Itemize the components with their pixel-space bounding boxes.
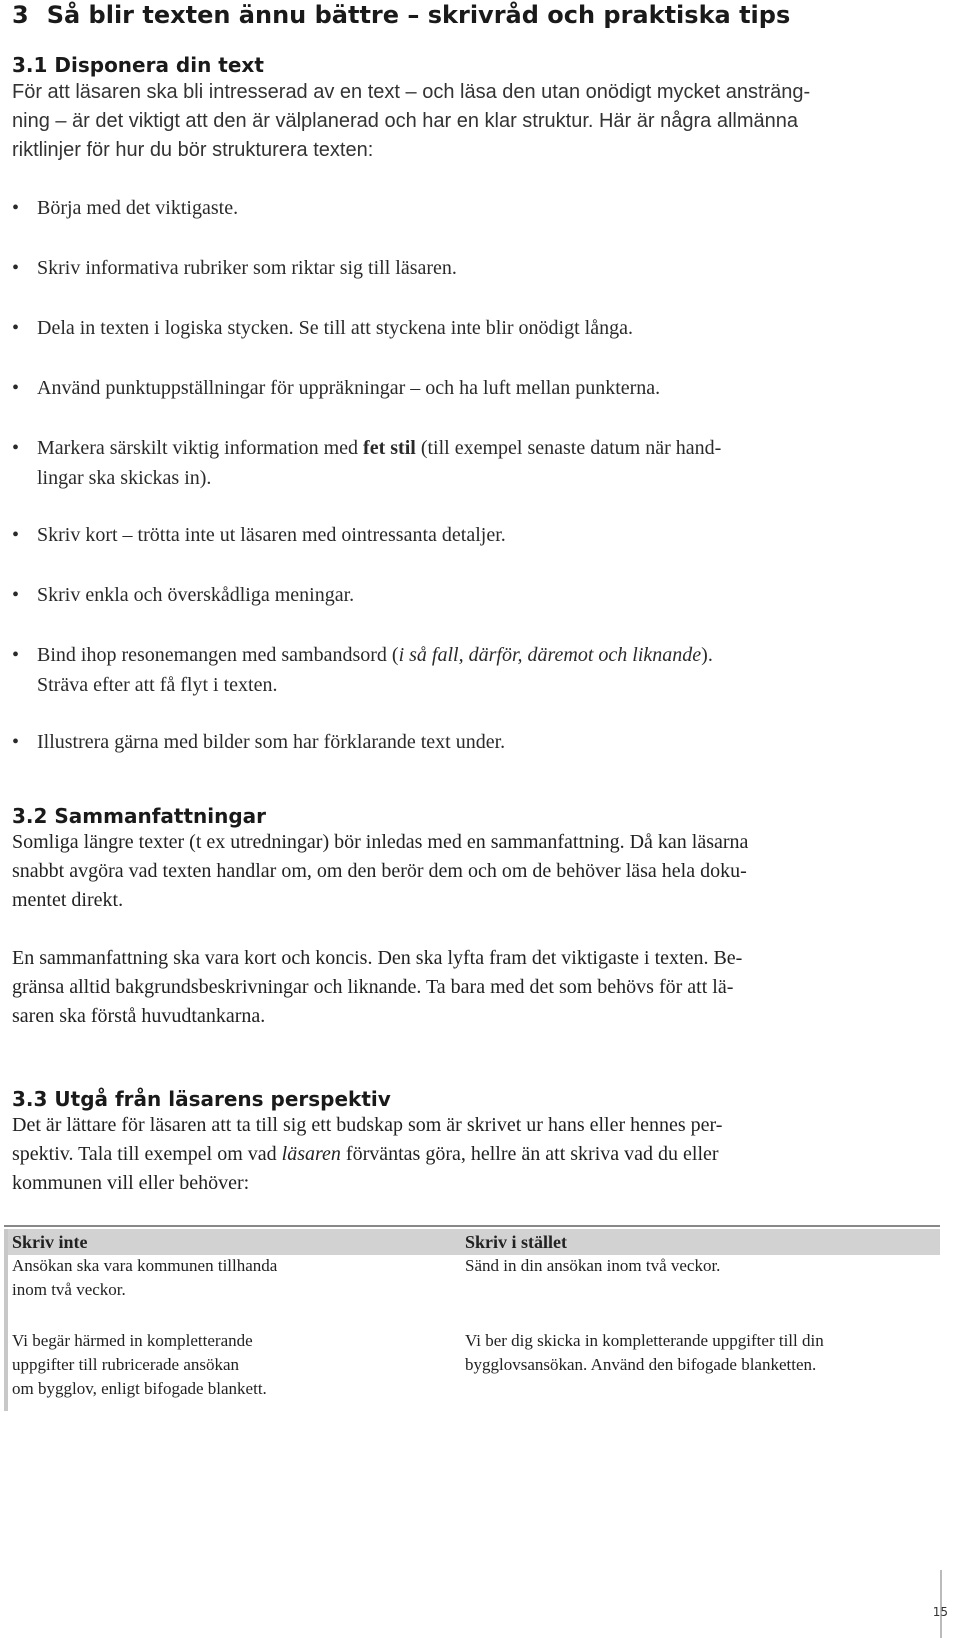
- list-item: • Illustrera gärna med bilder som har förklarande text under.: [12, 727, 912, 757]
- chapter-number: 3: [12, 1, 29, 29]
- bullet-icon: •: [12, 437, 20, 459]
- intro-line-3: riktlinjer för hur du bör strukturera texten:: [12, 139, 374, 161]
- list-item: • Markera särskilt viktig information med fet stil (till exempel senaste datum när hand- lingar ska skickas in).: [12, 433, 912, 493]
- bullet-icon: •: [12, 317, 20, 339]
- table-top-rule: [4, 1225, 940, 1227]
- italic-example: i så fall, därför, däremot och liknande: [398, 644, 702, 666]
- table-cell-do-2: Vi ber dig skicka in kompletterande uppgifter till din bygglovsansökan. Använd den bifogade blanketten.: [465, 1331, 824, 1374]
- chapter-title: [12, 0, 790, 30]
- summary-paragraph-1: Somliga längre texter (t ex utredningar) bör inledas med en sammanfattning. Då kan läsarna snabbt avgöra vad texten handlar om, om den berör dem och om de behöver läsa hela doku- mentet direkt.: [12, 831, 749, 911]
- perspective-paragraph: Det är lättare för läsaren att ta till sig ett budskap som är skrivet ur hans eller hennes per- spektiv. Tala till exempel om vad läsaren förväntas göra, hellre än att skriva vad du eller kommunen vill eller behöver:: [12, 1114, 723, 1194]
- page-edge-rule: [940, 1570, 942, 1638]
- list-item: • Skriv kort – trötta inte ut läsaren med ointressanta detaljer.: [12, 520, 912, 550]
- table-cell-dont-1: Ansökan ska vara kommunen tillhanda inom två veckor.: [12, 1256, 278, 1299]
- list-item: • Använd punktuppställningar för uppräkningar – och ha luft mellan punkterna.: [12, 373, 912, 403]
- table-cell-dont-2: Vi begär härmed in kompletterande uppgifter till rubricerade ansökan om bygglov, enligt bifogade blankett.: [12, 1331, 267, 1398]
- section-heading-3-3: 3.3 Utgå från läsarens perspektiv: [12, 1087, 391, 1111]
- intro-line-2: ning – är det viktigt att den är välplanerad och har en klar struktur. Här är några allmänna: [12, 110, 798, 132]
- summary-paragraph-2: En sammanfattning ska vara kort och koncis. Den ska lyfta fram det viktigaste i texten. Be- gränsa alltid bakgrundsbeskrivningar och liknande. Ta bara med det som behövs för att lä- saren ska förstå huvudtankarna.: [12, 947, 743, 1027]
- bold-example: fet stil: [363, 437, 416, 459]
- bullet-icon: •: [12, 257, 20, 279]
- list-item: • Bind ihop resonemangen med sambandsord (i så fall, därför, däremot och liknande). Sträva efter att få flyt i texten.: [12, 640, 912, 700]
- bullet-icon: •: [12, 197, 20, 219]
- page-number: 15: [932, 1605, 948, 1619]
- section-heading-3-2: 3.2 Sammanfattningar: [12, 804, 267, 828]
- list-item: • Dela in texten i logiska stycken. Se till att styckena inte blir onödigt långa.: [12, 313, 912, 343]
- guideline-list: [12, 193, 912, 787]
- chapter-title-text: Så blir texten ännu bättre – skrivråd och praktiska tips: [46, 1, 791, 29]
- section-heading-3-1: 3.1 Disponera din text: [12, 53, 264, 77]
- table-left-bar: [4, 1229, 8, 1411]
- bullet-icon: •: [12, 584, 20, 606]
- italic-lasaren: läsaren: [281, 1143, 341, 1165]
- bullet-icon: •: [12, 524, 20, 546]
- list-item: • Skriv informativa rubriker som riktar sig till läsaren.: [12, 253, 912, 283]
- list-item: • Börja med det viktigaste.: [12, 193, 912, 223]
- table-cell-do-1: Sänd in din ansökan inom två veckor.: [465, 1256, 721, 1275]
- column-header-dont: Skriv inte: [12, 1232, 88, 1252]
- intro-line-1: För att läsaren ska bli intresserad av en text – och läsa den utan onödigt mycket ansträng-: [12, 81, 811, 103]
- comparison-table: [4, 1229, 940, 1419]
- bullet-icon: •: [12, 731, 20, 753]
- column-header-do: Skriv i stället: [465, 1232, 567, 1252]
- bullet-icon: •: [12, 644, 20, 666]
- bullet-icon: •: [12, 377, 20, 399]
- list-item: • Skriv enkla och överskådliga meningar.: [12, 580, 912, 610]
